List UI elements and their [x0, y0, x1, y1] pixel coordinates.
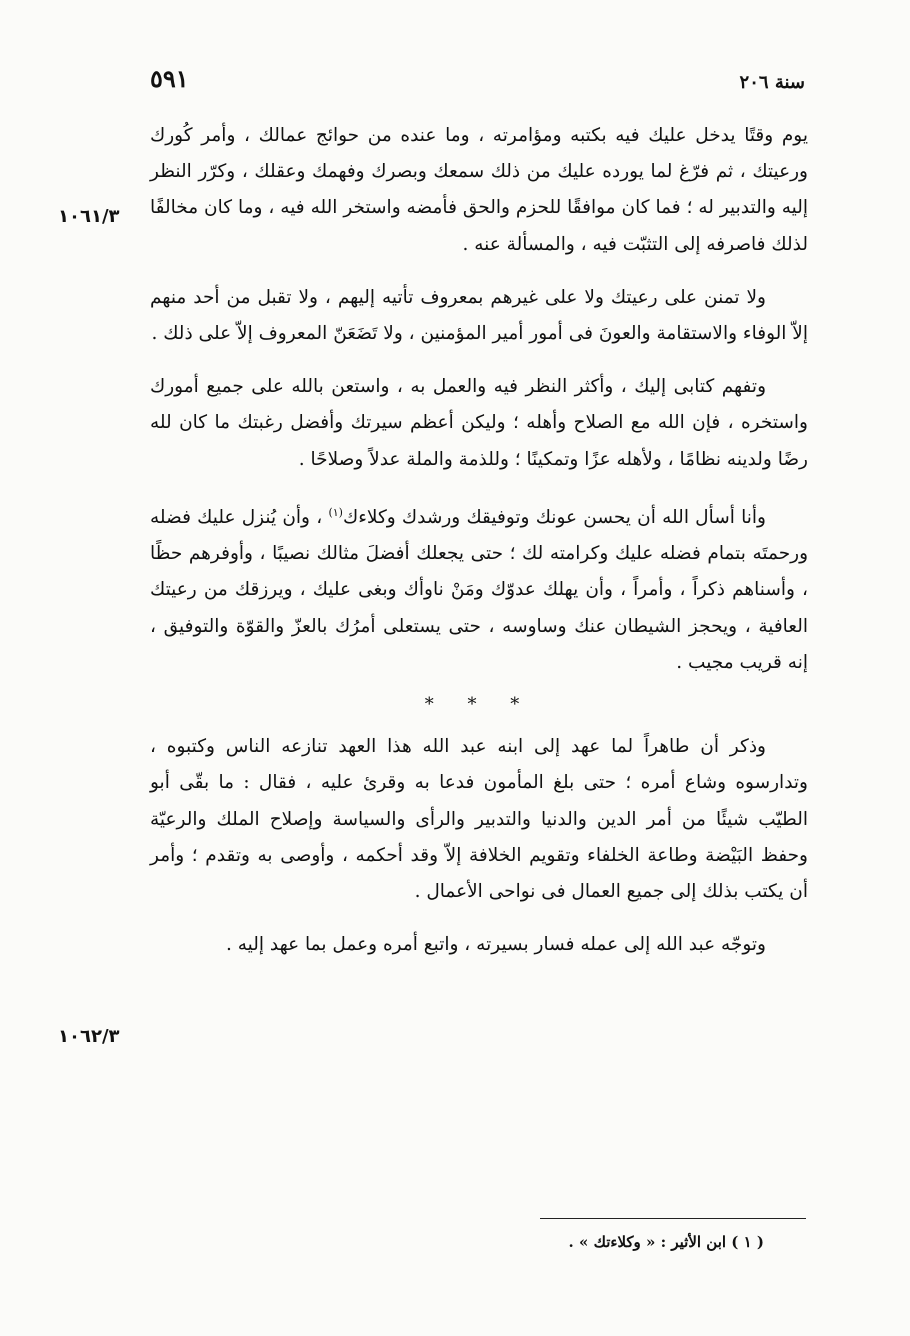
page-number: ٥٩١ [150, 64, 189, 93]
margin-reference-2: ١٠٦٢/٣ [58, 1026, 120, 1047]
paragraph-3: وتفهم كتابى إليك ، وأكثر النظر فيه والعمل به ، واستعن بالله على جميع أمورك واستخره ، فإن الله مع الصلاح وأهله ؛ وليكن أعظم سيرتك وأفضل رغبتك ما كان لله رضًا ولدينه نظامًا ، ولأهله عزًا وتمكينًا ؛ وللذمة والملة عدلاً وصلاحًا . [150, 376, 808, 470]
page-header [150, 64, 805, 104]
footnote-divider [540, 1218, 806, 1219]
main-text [150, 118, 808, 963]
paragraph-4-text: وأنا أسأل الله أن يحسن عونك وتوفيقك ورشدك وكلاءك$^{(١)}$ ، وأن يُنزل عليك فضله ورحمتَه بتمام فضله عليك وكرامته لك ؛ حتى يجعلك أفضلَ مثالك نصيبًا ، وأوفرهم حظًا ، وأسناهم ذكراً ، وأمراً ، وأن يهلك عدوّك ومَنْ ناوأك وبغى عليك ، ويرزقك من رعيتك العافية ، ويحجز الشيطان عنك وساوسه ، حتى يستعلى أمرُك بالعزّ والقوّة والتوفيق ، إنه قريب مجيب . [150, 505, 808, 673]
paragraph-6: وتوجّه عبد الله إلى عمله فسار بسيرته ، واتبع أمره وعمل بما عهد إليه . [225, 934, 766, 956]
paragraph-4 [150, 495, 808, 681]
footnote-marker: (١) [328, 505, 343, 519]
section-separator: * * * [424, 694, 534, 715]
running-head-year: سنة ٢٠٦ [739, 72, 805, 93]
margin-reference-1: ١٠٦١/٣ [58, 206, 120, 227]
paragraph-1: يوم وقتًا يدخل عليك فيه بكتبه ومؤامرته ، وما عنده من حوائج عمالك ، وأمر كُورك ورعيتك ، ثم فرّغ لما يورده عليك من ذلك سمعك وبصرك وفهمك وعقلك ، وكرّر النظر إليه والتدبير له ؛ فما كان موافقًا للحزم والحق فأمضه واستخر الله فيه ، وما كان مخالفًا لذلك فاصرفه إلى التثبّت فيه ، والمسألة عنه . [150, 125, 808, 255]
paragraph-5: وذكر أن طاهراً لما عهد إلى ابنه عبد الله هذا العهد تنازعه الناس وكتبوه ، وتدارسوه وشاع أمره ؛ حتى بلغ المأمون فدعا به وقرئ عليه ، فقال : ما بقّى أبو الطيّب شيئًا من أمر الدين والدنيا والتدبير والرأى والسياسة وإصلاح الملك والرعيّة وحفظ البَيْضة وطاعة الخلفاء وتقويم الخلافة إلاّ وقد أحكمه ، وأوصى به وتقدم ؛ وأمر أن يكتب بذلك إلى جميع العمال فى نواحى الأعمال . [150, 736, 808, 903]
footnote: ( ١ ) ابن الأثير : « وكلاءتك » . [568, 1233, 764, 1251]
paragraph-2: ولا تمنن على رعيتك ولا على غيرهم بمعروف تأتيه إليهم ، ولا تقبل من أحد منهم إلاّ الوفاء والاستقامة والعونَ فى أمور أمير المؤمنين ، ولا تَضَعَنّ المعروف إلاّ على ذلك . [150, 286, 808, 345]
